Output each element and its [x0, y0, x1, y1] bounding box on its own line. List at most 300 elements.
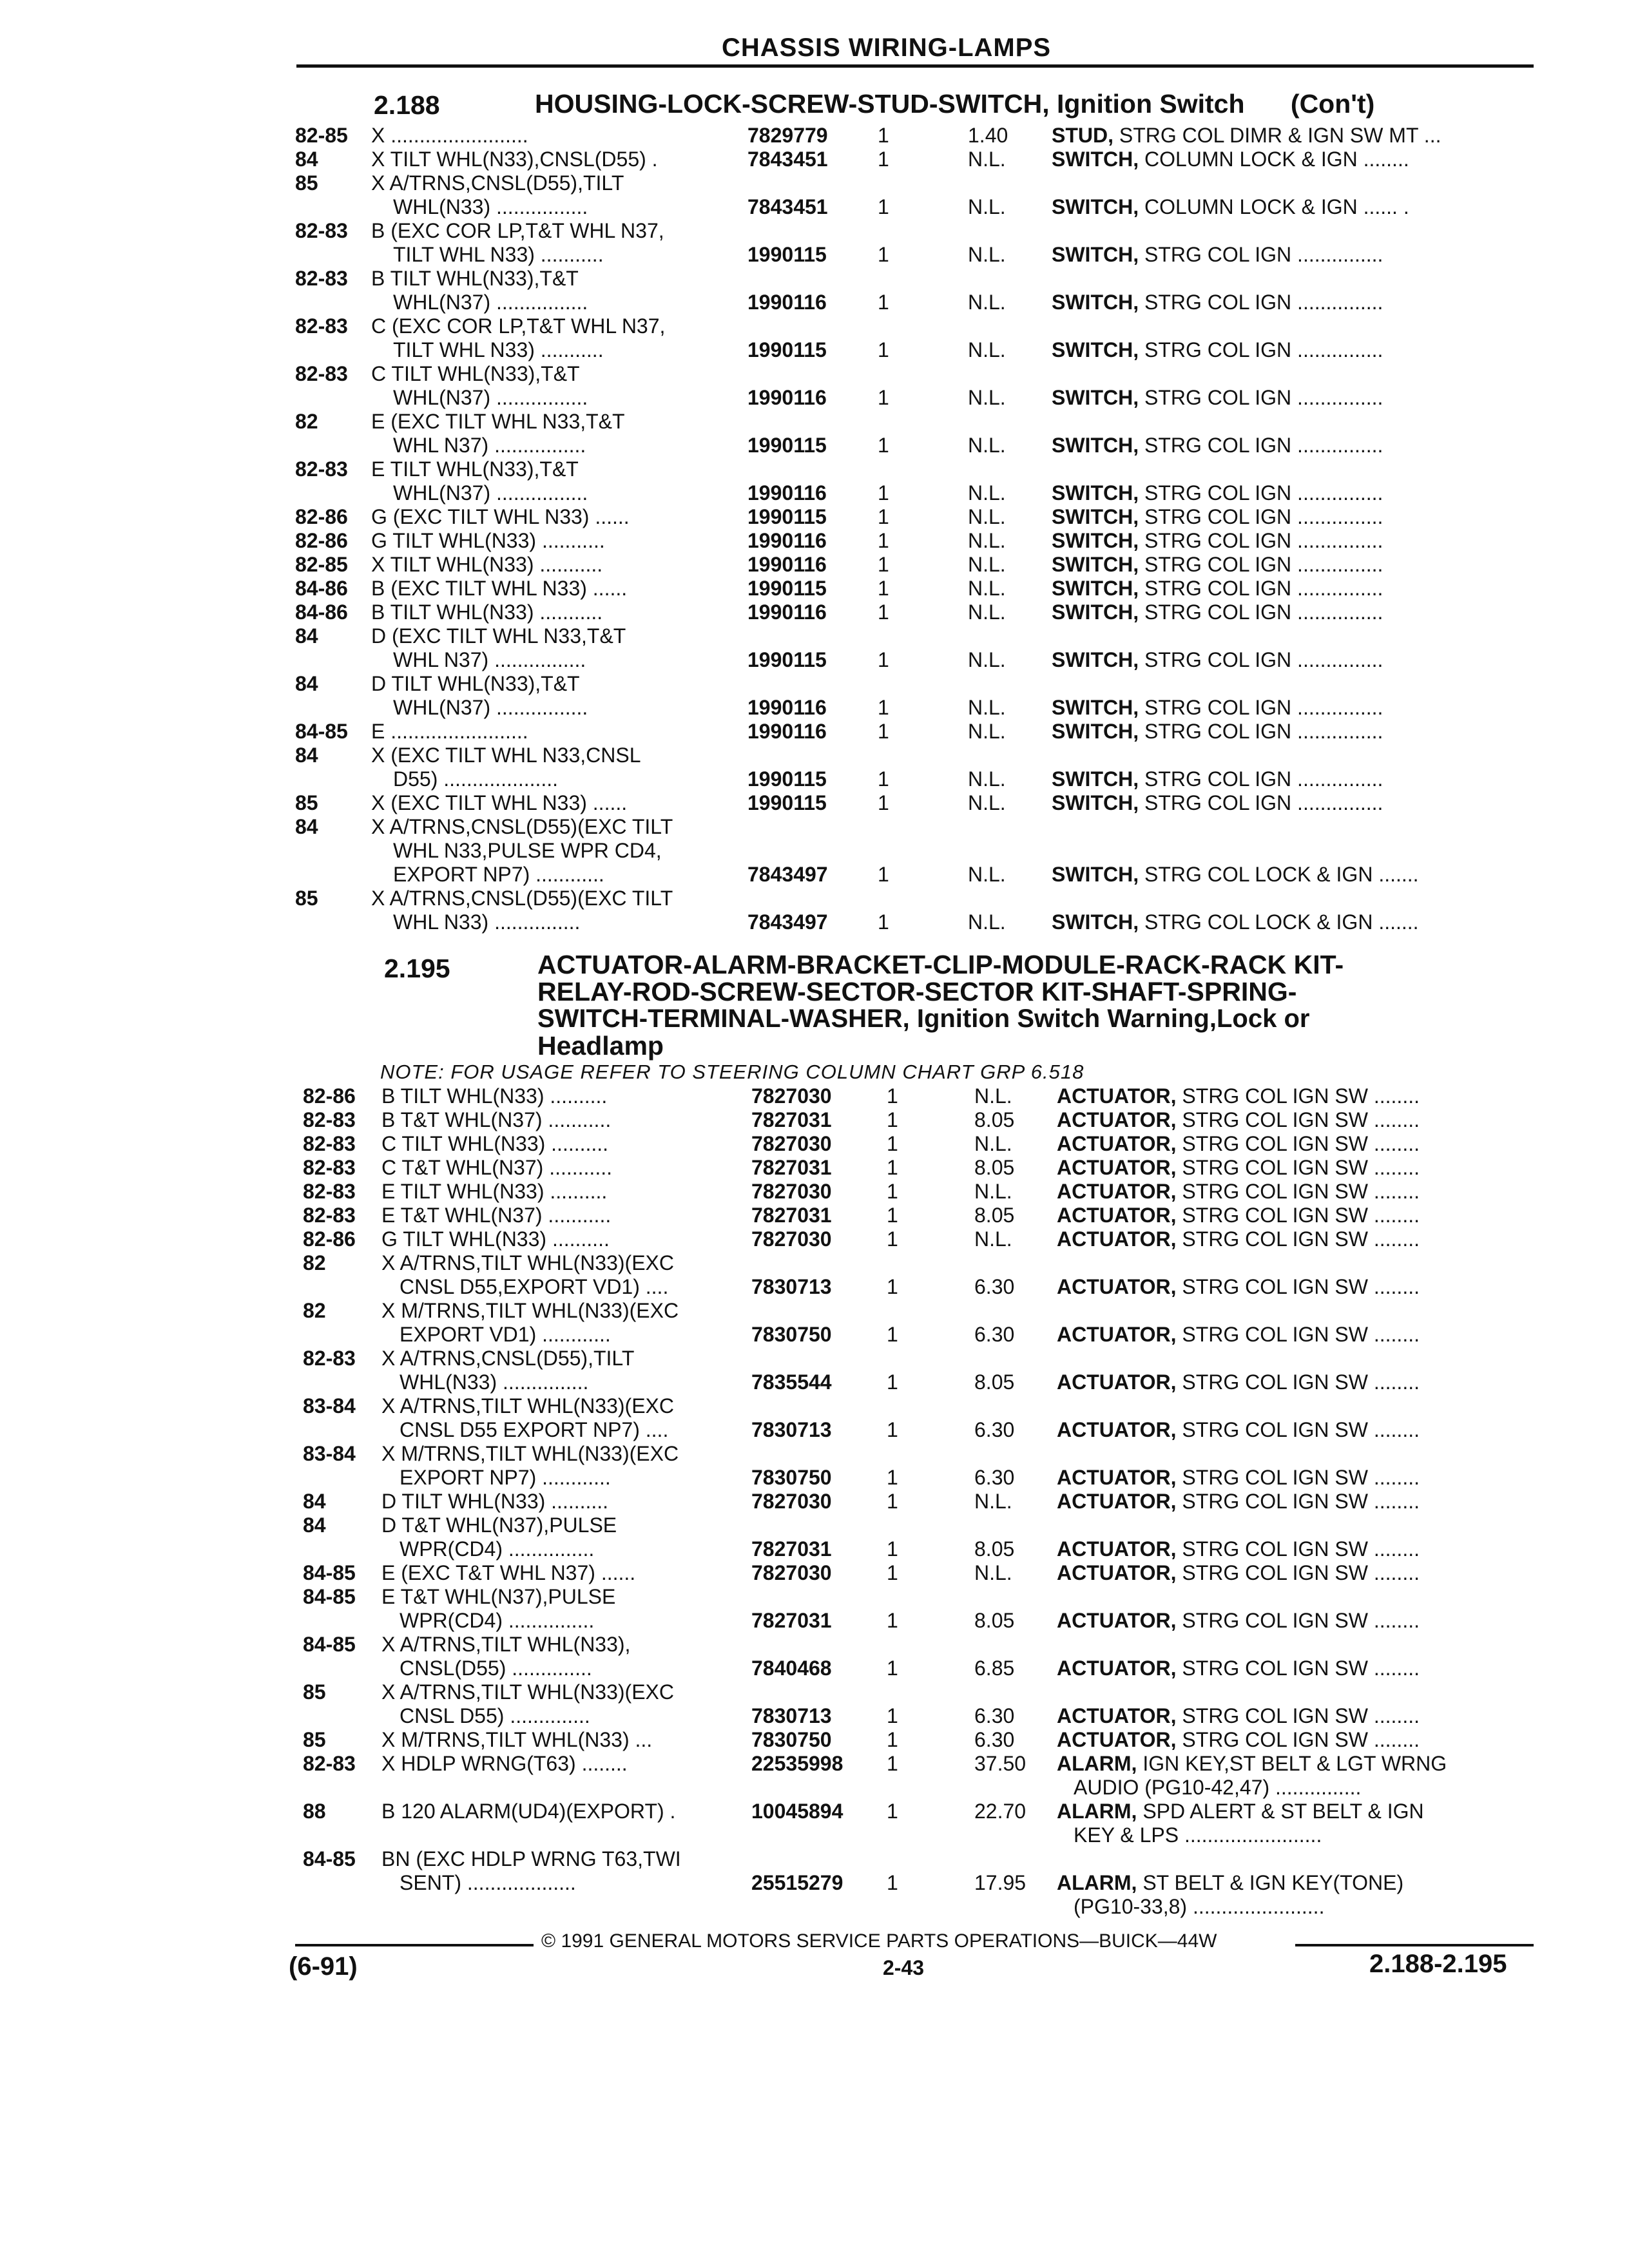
quantity: 1: [887, 1084, 898, 1108]
quantity: 1: [878, 434, 889, 457]
part-number: 1990116: [747, 553, 827, 576]
table-row: [0, 1514, 1629, 1561]
quantity: 1: [887, 1537, 898, 1561]
usage-description: E TILT WHL(N33),T&T: [371, 457, 579, 481]
part-description: SWITCH, STRG COL IGN ...............: [1052, 338, 1383, 361]
quantity: 1: [887, 1108, 898, 1131]
price: 6.30: [974, 1418, 1015, 1441]
part-number: 7827030: [751, 1561, 832, 1584]
price: N.L.: [968, 553, 1006, 576]
price: 1.40: [968, 124, 1008, 147]
model-year: 84: [295, 672, 318, 695]
price: 8.05: [974, 1370, 1015, 1394]
part-number: 25515279: [751, 1871, 843, 1894]
quantity: 1: [878, 910, 889, 934]
usage-description: X A/TRNS,CNSL(D55),TILT: [371, 171, 624, 195]
table-row: [0, 1680, 1629, 1728]
quantity: 1: [878, 481, 889, 505]
part-number: 1990116: [747, 696, 827, 719]
part-description: ACTUATOR, STRG COL IGN SW ........: [1057, 1418, 1420, 1441]
usage-description: CNSL(D55) ..............: [400, 1657, 592, 1680]
section-title-line: Headlamp: [537, 1031, 664, 1061]
table-row: [0, 171, 1629, 219]
model-year: 84: [295, 624, 318, 648]
table-row: [0, 1180, 1629, 1204]
usage-description: X (EXC TILT WHL N33) ......: [371, 791, 628, 814]
header-rule: [296, 64, 1534, 68]
table-row: [0, 553, 1629, 577]
model-year: 82: [303, 1251, 326, 1274]
usage-description: B 120 ALARM(UD4)(EXPORT) .: [381, 1800, 676, 1823]
part-description: ACTUATOR, STRG COL IGN SW ........: [1057, 1084, 1420, 1108]
usage-description: X A/TRNS,TILT WHL(N33)(EXC: [381, 1251, 674, 1274]
part-description: ACTUATOR, STRG COL IGN SW ........: [1057, 1108, 1420, 1131]
price: N.L.: [968, 577, 1006, 600]
price: 37.50: [974, 1752, 1027, 1775]
part-number: 7830713: [751, 1275, 832, 1298]
part-number: 1990115: [747, 434, 827, 457]
usage-description: E TILT WHL(N33) ..........: [381, 1180, 608, 1203]
quantity: 1: [887, 1370, 898, 1394]
part-number: 7827030: [751, 1180, 832, 1203]
model-year: 84: [295, 815, 318, 838]
model-year: 82-86: [295, 529, 348, 552]
model-year: 85: [295, 791, 318, 814]
part-number: 1990116: [747, 720, 827, 743]
footer-section-range: 2.188-2.195: [1369, 1950, 1507, 1978]
model-year: 84: [303, 1490, 326, 1513]
model-year: 85: [295, 887, 318, 910]
price: 17.95: [974, 1871, 1027, 1894]
part-description: SWITCH, STRG COL IGN ...............: [1052, 481, 1383, 505]
price: 6.30: [974, 1275, 1015, 1298]
usage-description: WPR(CD4) ...............: [400, 1609, 595, 1632]
price: N.L.: [974, 1084, 1012, 1108]
table-row: [0, 1585, 1629, 1633]
usage-description: WHL N33,PULSE WPR CD4,: [393, 839, 662, 862]
part-number: 7830750: [751, 1323, 832, 1346]
model-year: 82-83: [303, 1180, 356, 1203]
usage-description: WHL N33) ...............: [393, 910, 581, 934]
part-description: SWITCH, STRG COL IGN ...............: [1052, 529, 1383, 552]
part-description: (PG10-33,8) .......................: [1074, 1895, 1325, 1918]
price: 8.05: [974, 1156, 1015, 1179]
table-row: [0, 1084, 1629, 1108]
part-description: ALARM, IGN KEY,ST BELT & LGT WRNG: [1057, 1752, 1447, 1775]
part-description: ACTUATOR, STRG COL IGN SW ........: [1057, 1466, 1420, 1489]
usage-description: G TILT WHL(N33) ..........: [381, 1227, 610, 1251]
part-description: STUD, STRG COL DIMR & IGN SW MT ...: [1052, 124, 1441, 147]
table-row: [0, 410, 1629, 457]
usage-description: EXPORT NP7) ............: [393, 863, 604, 886]
part-description: ACTUATOR, STRG COL IGN SW ........: [1057, 1657, 1420, 1680]
part-number: 7827030: [751, 1227, 832, 1251]
table-row: [0, 1442, 1629, 1490]
model-year: 82-83: [303, 1132, 356, 1155]
usage-description: WHL(N37) ................: [393, 386, 588, 409]
price: 22.70: [974, 1800, 1027, 1823]
model-year: 82-86: [303, 1227, 356, 1251]
part-description: SWITCH, STRG COL IGN ...............: [1052, 505, 1383, 528]
table-row: [0, 624, 1629, 672]
part-number: 22535998: [751, 1752, 843, 1775]
table-row: [0, 720, 1629, 744]
quantity: 1: [887, 1275, 898, 1298]
parts-table-section-2: [0, 1084, 1629, 1918]
table-row: [0, 1490, 1629, 1514]
quantity: 1: [878, 791, 889, 814]
part-number: 7827031: [751, 1108, 832, 1131]
footer-rule-right: [1295, 1944, 1534, 1946]
usage-description: X A/TRNS,CNSL(D55),TILT: [381, 1347, 635, 1370]
quantity: 1: [887, 1180, 898, 1203]
usage-description: WHL(N33) ................: [393, 195, 588, 218]
quantity: 1: [887, 1800, 898, 1823]
price: N.L.: [968, 791, 1006, 814]
part-number: 7827030: [751, 1132, 832, 1155]
usage-description: D TILT WHL(N33) ..........: [381, 1490, 609, 1513]
part-description: ACTUATOR, STRG COL IGN SW ........: [1057, 1537, 1420, 1561]
price: 6.30: [974, 1728, 1015, 1751]
part-description: AUDIO (PG10-42,47) ...............: [1074, 1776, 1362, 1799]
quantity: 1: [878, 338, 889, 361]
table-row: [0, 124, 1629, 148]
price: 6.30: [974, 1323, 1015, 1346]
price: N.L.: [968, 148, 1006, 171]
table-row: [0, 815, 1629, 887]
part-description: ACTUATOR, STRG COL IGN SW ........: [1057, 1275, 1420, 1298]
model-year: 82-85: [295, 124, 348, 147]
model-year: 82-86: [295, 505, 348, 528]
table-row: [0, 887, 1629, 934]
part-number: 7827031: [751, 1156, 832, 1179]
quantity: 1: [887, 1418, 898, 1441]
table-row: [0, 1752, 1629, 1800]
price: 8.05: [974, 1108, 1015, 1131]
table-row: [0, 219, 1629, 267]
model-year: 84: [295, 148, 318, 171]
usage-description: X TILT WHL(N33),CNSL(D55) .: [371, 148, 658, 171]
quantity: 1: [887, 1204, 898, 1227]
usage-description: X A/TRNS,CNSL(D55)(EXC TILT: [371, 887, 673, 910]
price: 6.30: [974, 1704, 1015, 1727]
table-row: [0, 744, 1629, 791]
quantity: 1: [887, 1227, 898, 1251]
price: N.L.: [968, 601, 1006, 624]
usage-description: X HDLP WRNG(T63) ........: [381, 1752, 628, 1775]
section-title: [535, 90, 1374, 117]
section-number: 2.188: [374, 90, 440, 120]
model-year: 84-85: [295, 720, 348, 743]
part-number: 1990116: [747, 291, 827, 314]
usage-description: WHL(N37) ................: [393, 291, 588, 314]
quantity: 1: [878, 648, 889, 671]
quantity: 1: [878, 553, 889, 576]
quantity: 1: [878, 124, 889, 147]
part-description: SWITCH, COLUMN LOCK & IGN ...... .: [1052, 195, 1409, 218]
price: 8.05: [974, 1609, 1015, 1632]
usage-description: E ........................: [371, 720, 528, 743]
model-year: 82-83: [295, 457, 348, 481]
part-description: SWITCH, STRG COL IGN ...............: [1052, 434, 1383, 457]
quantity: 1: [887, 1609, 898, 1632]
section-title: [537, 951, 1543, 1059]
usage-description: E T&T WHL(N37),PULSE: [381, 1585, 616, 1608]
usage-description: TILT WHL N33) ...........: [393, 243, 604, 266]
table-row: [0, 362, 1629, 410]
quantity: 1: [887, 1871, 898, 1894]
part-description: ACTUATOR, STRG COL IGN SW ........: [1057, 1323, 1420, 1346]
quantity: 1: [878, 195, 889, 218]
quantity: 1: [887, 1323, 898, 1346]
usage-description: G (EXC TILT WHL N33) ......: [371, 505, 630, 528]
table-row: [0, 601, 1629, 624]
quantity: 1: [878, 767, 889, 791]
usage-description: CNSL D55 EXPORT NP7) ....: [400, 1418, 669, 1441]
table-row: [0, 314, 1629, 362]
usage-description: EXPORT VD1) ............: [400, 1323, 611, 1346]
table-row: [0, 529, 1629, 553]
model-year: 85: [295, 171, 318, 195]
usage-description: C T&T WHL(N37) ...........: [381, 1156, 612, 1179]
part-number: 7843497: [747, 910, 828, 934]
quantity: 1: [878, 243, 889, 266]
part-description: SWITCH, STRG COL IGN ...............: [1052, 291, 1383, 314]
usage-description: B TILT WHL(N33),T&T: [371, 267, 579, 290]
table-row: [0, 1847, 1629, 1918]
part-description: SWITCH, STRG COL IGN ...............: [1052, 577, 1383, 600]
part-number: 1990116: [747, 601, 827, 624]
part-description: SWITCH, STRG COL IGN ...............: [1052, 767, 1383, 791]
quantity: 1: [887, 1156, 898, 1179]
footer-date: (6-91): [289, 1952, 358, 1981]
part-description: SWITCH, STRG COL IGN ...............: [1052, 243, 1383, 266]
table-row: [0, 791, 1629, 815]
model-year: 82-83: [303, 1204, 356, 1227]
price: N.L.: [968, 910, 1006, 934]
part-description: SWITCH, COLUMN LOCK & IGN ........: [1052, 148, 1409, 171]
usage-description: X A/TRNS,CNSL(D55)(EXC TILT: [371, 815, 673, 838]
usage-description: CNSL D55) ..............: [400, 1704, 590, 1727]
price: N.L.: [968, 243, 1006, 266]
part-description: SWITCH, STRG COL LOCK & IGN .......: [1052, 910, 1419, 934]
part-description: SWITCH, STRG COL LOCK & IGN .......: [1052, 863, 1419, 886]
quantity: 1: [878, 386, 889, 409]
price: N.L.: [974, 1227, 1012, 1251]
section-title-line: SWITCH-TERMINAL-WASHER, Ignition Switch Warning,Lock or: [537, 1004, 1310, 1033]
page-header-title: CHASSIS WIRING-LAMPS: [722, 34, 1052, 62]
table-row: [0, 1251, 1629, 1299]
part-description: SWITCH, STRG COL IGN ...............: [1052, 720, 1383, 743]
quantity: 1: [887, 1657, 898, 1680]
part-number: 7843497: [747, 863, 828, 886]
usage-description: B T&T WHL(N37) ...........: [381, 1108, 612, 1131]
usage-note: NOTE: FOR USAGE REFER TO STEERING COLUMN CHART GRP 6.518: [380, 1061, 1084, 1083]
model-year: 85: [303, 1728, 326, 1751]
model-year: 84: [303, 1514, 326, 1537]
quantity: 1: [878, 148, 889, 171]
part-description: SWITCH, STRG COL IGN ...............: [1052, 386, 1383, 409]
part-description: ACTUATOR, STRG COL IGN SW ........: [1057, 1204, 1420, 1227]
usage-description: WPR(CD4) ...............: [400, 1537, 595, 1561]
usage-description: CNSL D55,EXPORT VD1) ....: [400, 1275, 669, 1298]
price: N.L.: [968, 291, 1006, 314]
usage-description: E (EXC TILT WHL N33,T&T: [371, 410, 625, 433]
usage-description: X M/TRNS,TILT WHL(N33) ...: [381, 1728, 653, 1751]
usage-description: EXPORT NP7) ............: [400, 1466, 611, 1489]
section-number: 2.195: [384, 954, 450, 983]
table-row: [0, 1633, 1629, 1680]
model-year: 83-84: [303, 1394, 356, 1418]
part-number: 7827031: [751, 1204, 832, 1227]
table-row: [0, 1728, 1629, 1752]
section-title-line: ACTUATOR-ALARM-BRACKET-CLIP-MODULE-RACK-RACK KIT-: [537, 950, 1344, 979]
usage-description: WHL N37) ................: [393, 648, 586, 671]
usage-description: WHL N37) ................: [393, 434, 586, 457]
table-row: [0, 1108, 1629, 1132]
usage-description: X A/TRNS,TILT WHL(N33)(EXC: [381, 1680, 674, 1704]
price: N.L.: [968, 434, 1006, 457]
usage-description: E (EXC T&T WHL N37) ......: [381, 1561, 636, 1584]
model-year: 82-83: [295, 219, 348, 242]
part-description: ACTUATOR, STRG COL IGN SW ........: [1057, 1156, 1420, 1179]
price: 8.05: [974, 1204, 1015, 1227]
model-year: 82-83: [303, 1347, 356, 1370]
quantity: 1: [887, 1466, 898, 1489]
quantity: 1: [878, 577, 889, 600]
model-year: 84-85: [303, 1847, 356, 1870]
part-description: ALARM, SPD ALERT & ST BELT & IGN: [1057, 1800, 1424, 1823]
price: N.L.: [968, 195, 1006, 218]
part-description: ACTUATOR, STRG COL IGN SW ........: [1057, 1704, 1420, 1727]
part-number: 10045894: [751, 1800, 843, 1823]
part-number: 1990116: [747, 529, 827, 552]
usage-description: X M/TRNS,TILT WHL(N33)(EXC: [381, 1299, 679, 1322]
model-year: 84: [295, 744, 318, 767]
model-year: 82-86: [303, 1084, 356, 1108]
usage-description: D TILT WHL(N33),T&T: [371, 672, 580, 695]
usage-description: X A/TRNS,TILT WHL(N33),: [381, 1633, 631, 1656]
usage-description: BN (EXC HDLP WRNG T63,TWI: [381, 1847, 681, 1870]
model-year: 82-83: [295, 362, 348, 385]
usage-description: WHL(N33) ...............: [400, 1370, 589, 1394]
footer-copyright: © 1991 GENERAL MOTORS SERVICE PARTS OPERATIONS—BUICK—44W: [541, 1930, 1217, 1952]
model-year: 82-85: [295, 553, 348, 576]
table-row: [0, 1561, 1629, 1585]
model-year: 84-85: [303, 1585, 356, 1608]
usage-description: X TILT WHL(N33) ...........: [371, 553, 603, 576]
part-number: 7830713: [751, 1704, 832, 1727]
usage-description: X ........................: [371, 124, 528, 147]
usage-description: X M/TRNS,TILT WHL(N33)(EXC: [381, 1442, 679, 1465]
part-number: 1990115: [747, 243, 827, 266]
model-year: 82: [295, 410, 318, 433]
price: N.L.: [974, 1180, 1012, 1203]
quantity: 1: [878, 601, 889, 624]
table-row: [0, 1347, 1629, 1394]
usage-description: SENT) ...................: [400, 1871, 576, 1894]
quantity: 1: [878, 529, 889, 552]
usage-description: C TILT WHL(N33) ..........: [381, 1132, 609, 1155]
part-description: SWITCH, STRG COL IGN ...............: [1052, 601, 1383, 624]
usage-description: B TILT WHL(N33) ..........: [381, 1084, 608, 1108]
quantity: 1: [878, 863, 889, 886]
usage-description: B TILT WHL(N33) ...........: [371, 601, 603, 624]
usage-description: X (EXC TILT WHL N33,CNSL: [371, 744, 641, 767]
price: N.L.: [968, 481, 1006, 505]
price: N.L.: [968, 529, 1006, 552]
price: N.L.: [974, 1490, 1012, 1513]
table-row: [0, 1394, 1629, 1442]
section-title-text: HOUSING-LOCK-SCREW-STUD-SWITCH, Ignition Switch: [535, 89, 1245, 119]
table-row: [0, 1156, 1629, 1180]
part-number: 7835544: [751, 1370, 832, 1394]
part-description: ALARM, ST BELT & IGN KEY(TONE): [1057, 1871, 1404, 1894]
part-number: 7827030: [751, 1084, 832, 1108]
model-year: 85: [303, 1680, 326, 1704]
usage-description: B (EXC COR LP,T&T WHL N37,: [371, 219, 664, 242]
part-number: 7843451: [747, 148, 828, 171]
part-number: 1990115: [747, 767, 827, 791]
usage-description: C (EXC COR LP,T&T WHL N37,: [371, 314, 666, 338]
part-description: ACTUATOR, STRG COL IGN SW ........: [1057, 1490, 1420, 1513]
quantity: 1: [887, 1704, 898, 1727]
price: N.L.: [974, 1561, 1012, 1584]
part-number: 7840468: [751, 1657, 832, 1680]
part-description: KEY & LPS ........................: [1074, 1823, 1322, 1847]
usage-description: E T&T WHL(N37) ...........: [381, 1204, 612, 1227]
usage-description: X A/TRNS,TILT WHL(N33)(EXC: [381, 1394, 674, 1418]
part-description: SWITCH, STRG COL IGN ...............: [1052, 648, 1383, 671]
table-row: [0, 1227, 1629, 1251]
part-number: 7827031: [751, 1609, 832, 1632]
price: 8.05: [974, 1537, 1015, 1561]
part-description: ACTUATOR, STRG COL IGN SW ........: [1057, 1180, 1420, 1203]
table-row: [0, 148, 1629, 171]
quantity: 1: [887, 1561, 898, 1584]
usage-description: TILT WHL N33) ...........: [393, 338, 604, 361]
part-description: ACTUATOR, STRG COL IGN SW ........: [1057, 1227, 1420, 1251]
table-row: [0, 577, 1629, 601]
usage-description: C TILT WHL(N33),T&T: [371, 362, 580, 385]
footer-page-number: 2-43: [883, 1956, 925, 1979]
model-year: 84-86: [295, 601, 348, 624]
part-number: 1990115: [747, 505, 827, 528]
table-row: [0, 1299, 1629, 1347]
price: N.L.: [968, 386, 1006, 409]
part-number: 7830750: [751, 1728, 832, 1751]
model-year: 82-83: [303, 1156, 356, 1179]
quantity: 1: [878, 505, 889, 528]
model-year: 82-83: [303, 1752, 356, 1775]
part-description: SWITCH, STRG COL IGN ...............: [1052, 553, 1383, 576]
table-row: [0, 1800, 1629, 1847]
quantity: 1: [887, 1728, 898, 1751]
part-description: ACTUATOR, STRG COL IGN SW ........: [1057, 1609, 1420, 1632]
part-description: ACTUATOR, STRG COL IGN SW ........: [1057, 1728, 1420, 1751]
model-year: 88: [303, 1800, 326, 1823]
part-description: ACTUATOR, STRG COL IGN SW ........: [1057, 1561, 1420, 1584]
usage-description: B (EXC TILT WHL N33) ......: [371, 577, 628, 600]
usage-description: D T&T WHL(N37),PULSE: [381, 1514, 617, 1537]
quantity: 1: [878, 720, 889, 743]
table-row: [0, 457, 1629, 505]
table-row: [0, 267, 1629, 314]
price: N.L.: [968, 505, 1006, 528]
part-number: 7829779: [747, 124, 828, 147]
price: N.L.: [968, 648, 1006, 671]
price: N.L.: [968, 338, 1006, 361]
